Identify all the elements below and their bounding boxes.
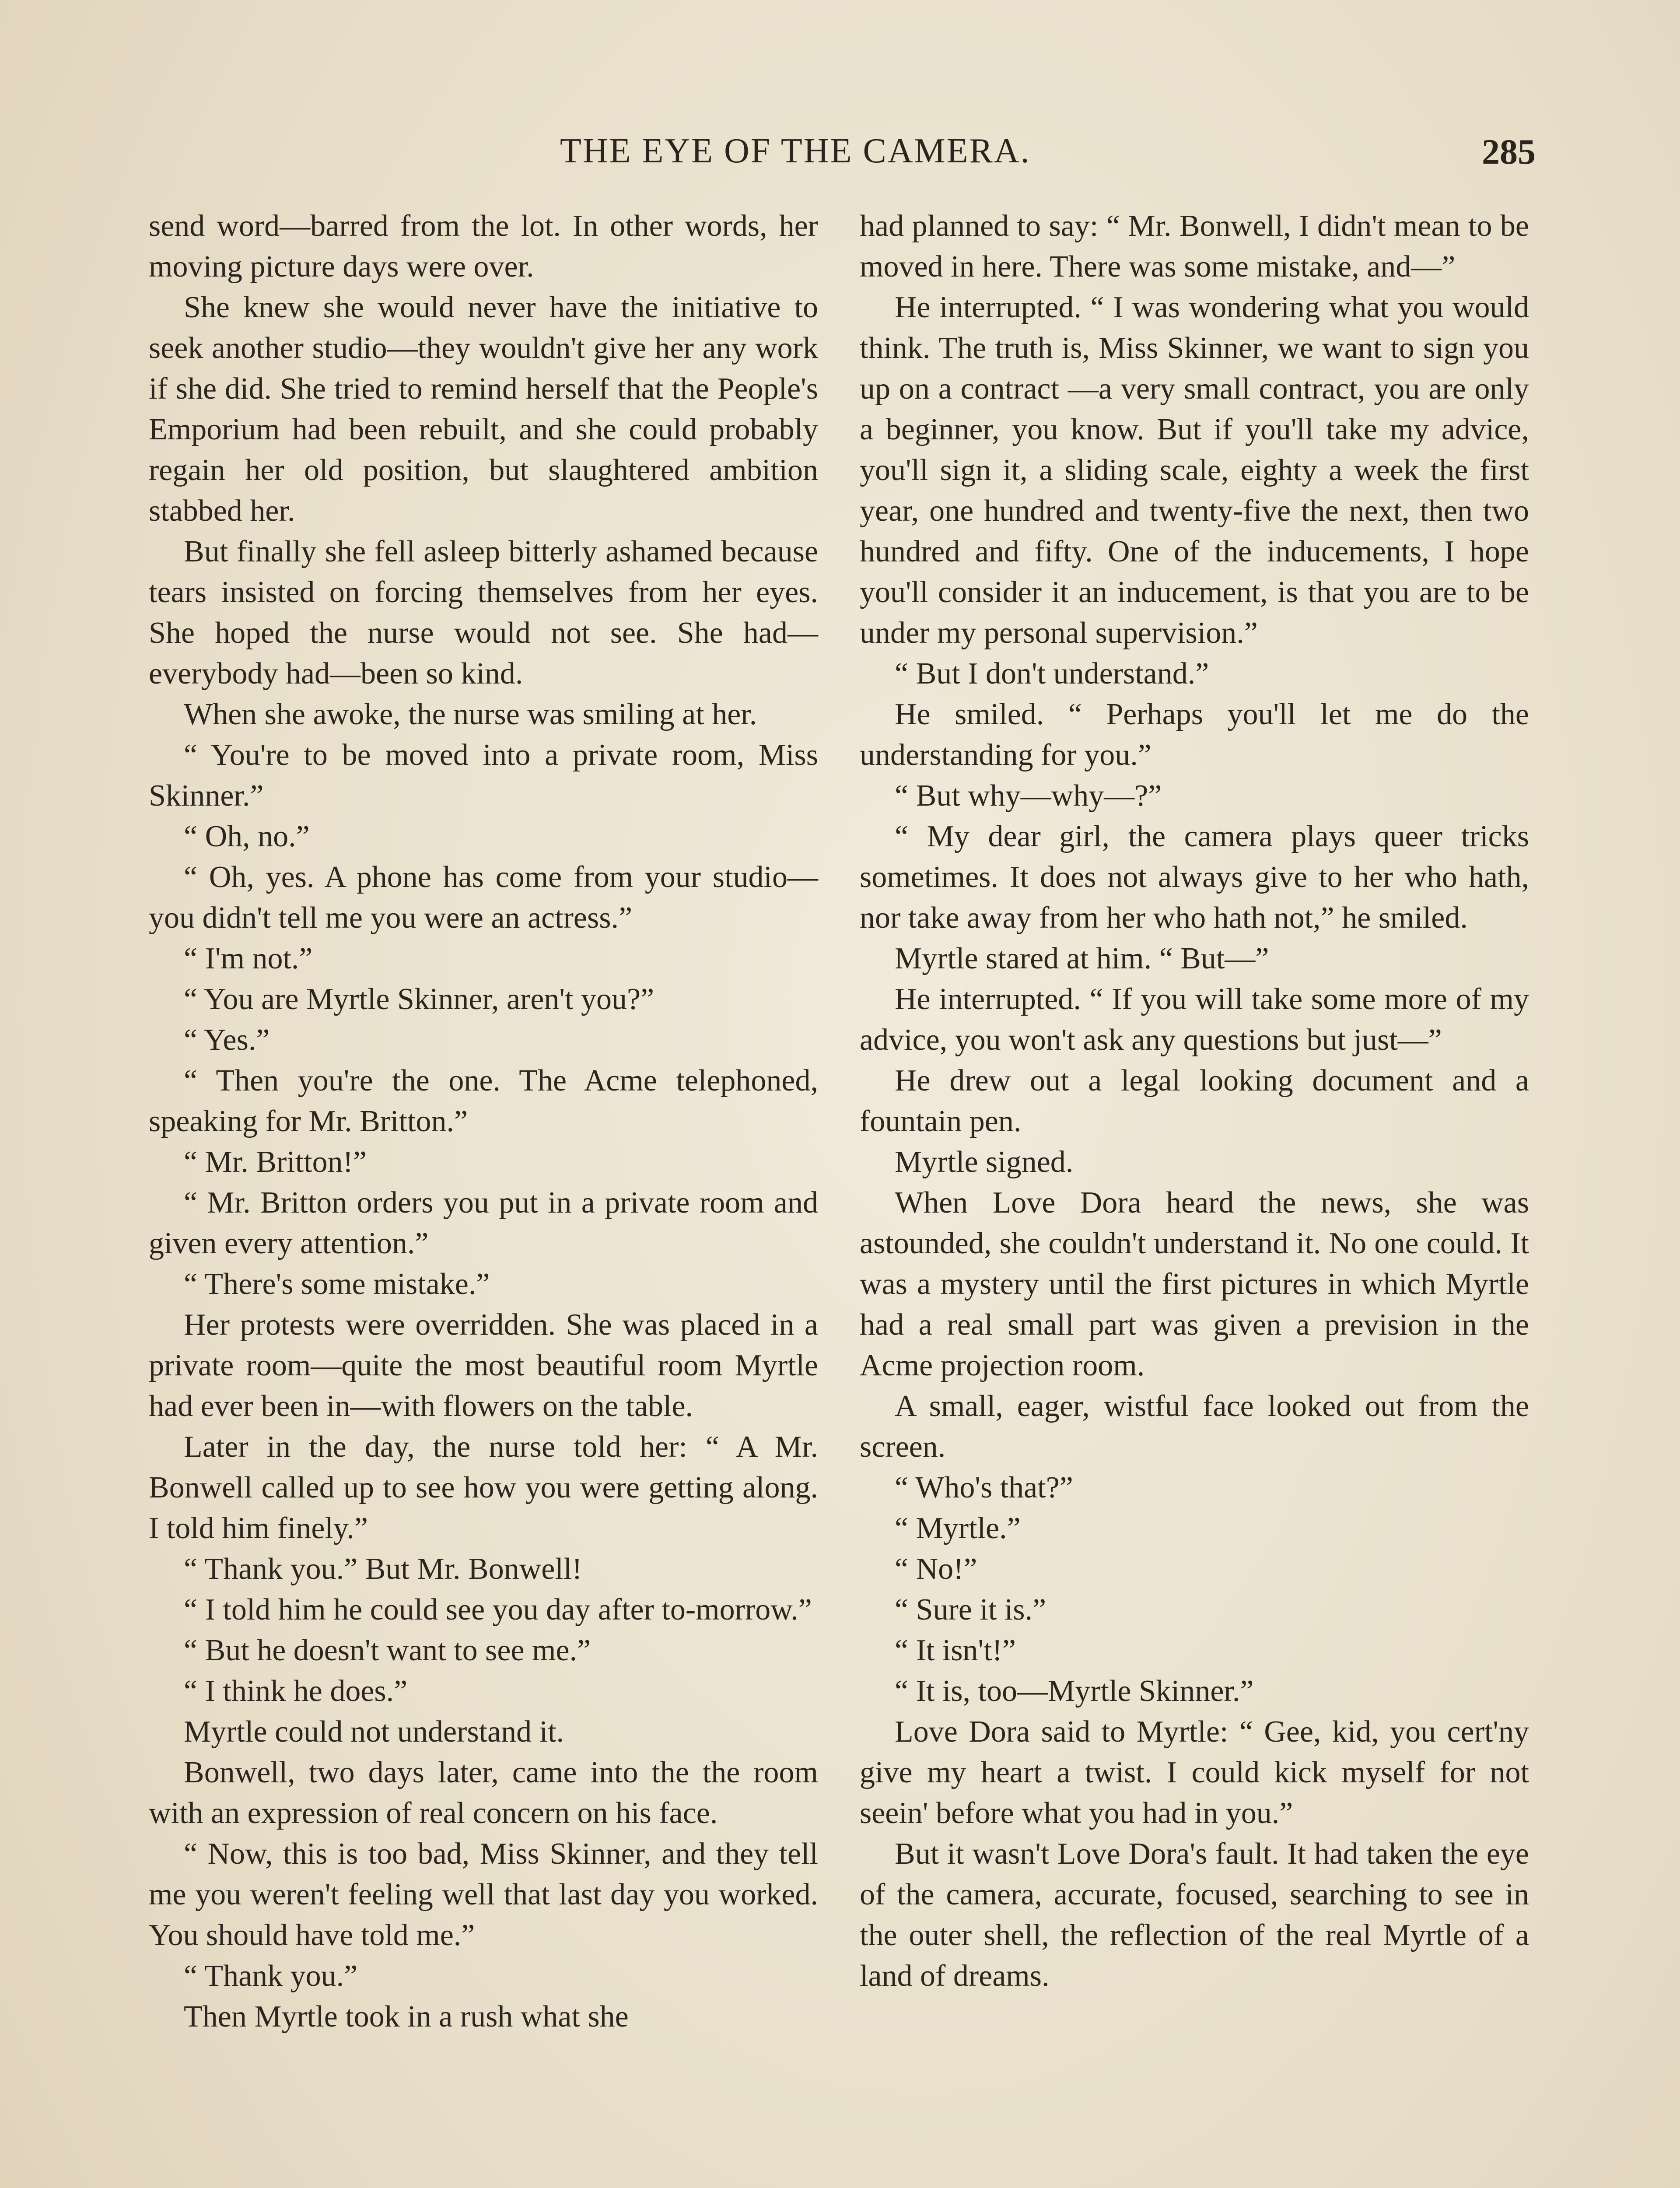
paragraph: “ You're to be moved into a private room, Miss Skinner.”	[149, 738, 818, 813]
paragraph: When she awoke, the nurse was smiling at her.	[184, 698, 757, 731]
paragraph: “ I'm not.”	[184, 942, 313, 975]
paragraph: “ My dear girl, the camera plays queer tricks sometimes. It does not always give to her who hath, nor take away from her who hath not,” he smiled.	[860, 820, 1529, 935]
page-number: 285	[1482, 132, 1536, 172]
left-column	[149, 206, 818, 2037]
paragraph: He drew out a legal looking document and a fountain pen.	[860, 1064, 1529, 1138]
paragraph: “ I told him he could see you day after to-morrow.”	[184, 1593, 812, 1627]
paragraph: Myrtle stared at him. “ But—”	[895, 942, 1269, 975]
page-header	[149, 131, 1536, 179]
right-column	[860, 206, 1529, 1996]
paragraph: “ Mr. Britton!”	[184, 1145, 367, 1179]
paragraph: Love Dora said to Myrtle: “ Gee, kid, you cert'ny give my heart a twist. I could kick myself for not seein' before what you had in you.”	[860, 1715, 1529, 1830]
paragraph: “ Oh, yes. A phone has come from your studio—you didn't tell me you were an actress.”	[149, 860, 818, 935]
paragraph: Myrtle signed.	[895, 1145, 1074, 1179]
paragraph: “ Then you're the one. The Acme telephoned, speaking for Mr. Britton.”	[149, 1064, 818, 1138]
paragraph: Then Myrtle took in a rush what she	[184, 2000, 629, 2034]
paragraph: “ But he doesn't want to see me.”	[184, 1634, 591, 1667]
paragraph: “ Oh, no.”	[184, 820, 310, 853]
paragraph: Bonwell, two days later, came into the the room with an expression of real concern on his face.	[149, 1756, 818, 1830]
paragraph: Myrtle could not understand it.	[184, 1715, 564, 1749]
paragraph: Later in the day, the nurse told her: “ A Mr. Bonwell called up to see how you were getting along. I told him finely.”	[149, 1430, 818, 1545]
paragraph: “ It isn't!”	[895, 1634, 1016, 1667]
paragraph: He smiled. “ Perhaps you'll let me do the understanding for you.”	[860, 698, 1529, 772]
paragraph: She knew she would never have the initiative to seek another studio—they wouldn't give her any work if she did. She tried to remind herself that the People's Emporium had been rebuilt, and she could probably regain her old position, but slaughtered ambition stabbed her.	[149, 291, 818, 528]
paragraph: “ Sure it is.”	[895, 1593, 1046, 1627]
paragraph: When Love Dora heard the news, she was astounded, she couldn't understand it. No one could. It was a mystery until the first pictures in which Myrtle had a real small part was given a prevision in the Acme projection room.	[860, 1186, 1529, 1382]
paragraph: But finally she fell asleep bitterly ashamed because tears insisted on forcing themselves from her eyes. She hoped the nurse would not see. She had—everybody had—been so kind.	[149, 535, 818, 691]
paragraph: had planned to say: “ Mr. Bonwell, I didn't mean to be moved in here. There was some mistake, and—”	[860, 209, 1529, 284]
paragraph: Her protests were overridden. She was placed in a private room—quite the most beautiful room Myrtle had ever been in—with flowers on the table.	[149, 1308, 818, 1423]
paragraph: A small, eager, wistful face looked out from the screen.	[860, 1389, 1529, 1464]
paragraph: “ Myrtle.”	[895, 1511, 1021, 1545]
paragraph: “ Yes.”	[184, 1023, 270, 1057]
paragraph: He interrupted. “ If you will take some more of my advice, you won't ask any questions but just—”	[860, 982, 1529, 1057]
paragraph: “ Mr. Britton orders you put in a private room and given every attention.”	[149, 1186, 818, 1260]
paragraph: “ I think he does.”	[184, 1674, 408, 1708]
paragraph: “ No!”	[895, 1552, 977, 1586]
running-title: THE EYE OF THE CAMERA.	[560, 132, 1031, 170]
paragraph: “ Thank you.”	[184, 1959, 358, 1993]
paragraph: “ Now, this is too bad, Miss Skinner, and they tell me you weren't feeling well that last day you worked. You should have told me.”	[149, 1837, 818, 1952]
paragraph: But it wasn't Love Dora's fault. It had taken the eye of the camera, accurate, focused, searching to see in the outer shell, the reflection of the real Myrtle of a land of dreams.	[860, 1837, 1529, 1993]
paragraph: “ Thank you.” But Mr. Bonwell!	[184, 1552, 582, 1586]
paragraph: He interrupted. “ I was wondering what you would think. The truth is, Miss Skinner, we want to sign you up on a contract —a very small contract, you are only a beginner, you know. But if you'll take my advice, you'll sign it, a sliding scale, eighty a week the first year, one hundred and twenty-five the next, then two hundred and fifty. One of the inducements, I hope you'll consider it an inducement, is that you are to be under my personal supervision.”	[860, 291, 1529, 650]
paragraph: send word—barred from the lot. In other words, her moving picture days were over.	[149, 209, 818, 284]
paragraph: “ You are Myrtle Skinner, aren't you?”	[184, 982, 654, 1016]
paragraph: “ But why—why—?”	[895, 779, 1162, 813]
paragraph: “ But I don't understand.”	[895, 657, 1209, 691]
paragraph: “ Who's that?”	[895, 1471, 1073, 1504]
paragraph: “ It is, too—Myrtle Skinner.”	[895, 1674, 1254, 1708]
paragraph: “ There's some mistake.”	[184, 1267, 490, 1301]
